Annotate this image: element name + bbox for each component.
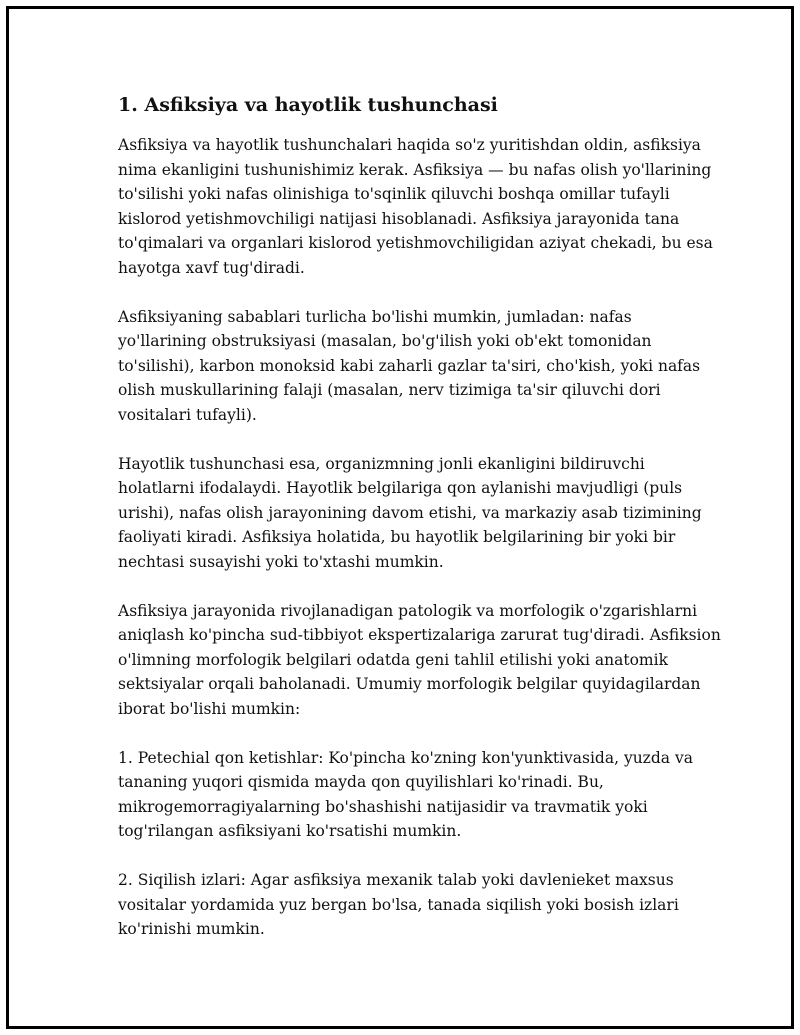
text-line: vositalar yordamida yuz bergan bo'lsa, tanada siqilish yoki bosish izlari [118, 895, 679, 914]
paragraph-morphological-changes [118, 599, 721, 722]
text-line: vositalari tufayli). [118, 405, 257, 424]
text-line: to'qimalari va organlari kislorod yetishmovchiligidan aziyat chekadi, bu esa [118, 234, 713, 252]
text-line: faoliyati kiradi. Asfiksiya holatida, bu hayotlik belgilarining bir yoki bir [118, 528, 676, 546]
text-line: to'silishi yoki nafas olinishiga to'sqinlik qiluvchi boshqa omillar tufayli [118, 185, 670, 203]
list-item-compression-marks [118, 868, 684, 942]
text-line: sektsiyalar orqali baholanadi. Umumiy morfologik belgilar quyidagilardan [118, 675, 701, 693]
text-line: nechtasi susayishi yoki to'xtashi mumkin. [118, 552, 444, 571]
text-line: to'silishi), karbon monoksid kabi zaharli gazlar ta'siri, cho'kish, yoki nafas [118, 356, 701, 375]
section-title: 1. Asfiksiya va hayotlik tushunchasi [118, 94, 498, 116]
text-line: yo'llarining obstruksiyasi (masalan, bo'g'ilish yoki ob'ekt tomonidan [118, 332, 652, 350]
text-line: ko'rinishi mumkin. [118, 920, 265, 938]
document-body [118, 92, 721, 966]
text-line: iborat bo'lishi mumkin: [118, 699, 301, 718]
list-item-petechial-hemorrhages [118, 746, 693, 844]
text-line: o'limning morfologik belgilari odatda geni tahlil etilishi yoki anatomik [118, 650, 668, 669]
text-line: 2. Siqilish izlari: Agar asfiksiya mexanik talab yoki davlenieket maxsus [118, 871, 674, 889]
text-line: mikrogemorragiyalarning bo'shashishi natijasidir va travmatik yoki [118, 797, 648, 816]
text-line: Hayotlik tushunchasi esa, organizmning jonli ekanligini bildiruvchi [118, 454, 645, 473]
text-line: aniqlash ko'pincha sud-tibbiyot ekspertizalariga zarurat tug'diradi. Asfiksion [118, 626, 721, 644]
text-line: 1. Petechial qon ketishlar: Ko'pincha ko'zning kon'yunktivasida, yuzda va [118, 748, 693, 767]
paragraph-asphyxia-causes [118, 305, 701, 428]
text-line: tog'rilangan asfiksiyani ko'rsatishi mumkin. [118, 822, 462, 840]
text-line: olish muskullarining falaji (masalan, nerv tizimiga ta'sir qiluvchi dori [118, 381, 661, 399]
text-line: holatlarni ifodalaydi. Hayotlik belgilariga qon aylanishi mavjudligi (puls [118, 479, 683, 497]
text-line: hayotga xavf tug'diradi. [118, 258, 305, 277]
text-line: tananing yuqori qismida mayda qon quyilishlari ko'rinadi. Bu, [118, 773, 604, 791]
text-line: kislorod yetishmovchiligi natijasi hisoblanadi. Asfiksiya jarayonida tana [118, 209, 680, 228]
text-line: urishi), nafas olish jarayonining davom etishi, va markaziy asab tizimining [118, 503, 702, 522]
text-line: Asfiksiya jarayonida rivojlanadigan patologik va morfologik o'zgarishlarni [118, 601, 698, 620]
paragraph-vitality-concept [118, 452, 702, 575]
text-line: Asfiksiyaning sabablari turlicha bo'lishi mumkin, jumladan: nafas [118, 307, 632, 326]
text-line: nima ekanligini tushunishimiz kerak. Asfiksiya — bu nafas olish yo'llarining [118, 160, 712, 179]
text-line: Asfiksiya va hayotlik tushunchalari haqida so'z yuritishdan oldin, asfiksiya [118, 136, 701, 154]
paragraph-asphyxia-definition [118, 133, 713, 280]
